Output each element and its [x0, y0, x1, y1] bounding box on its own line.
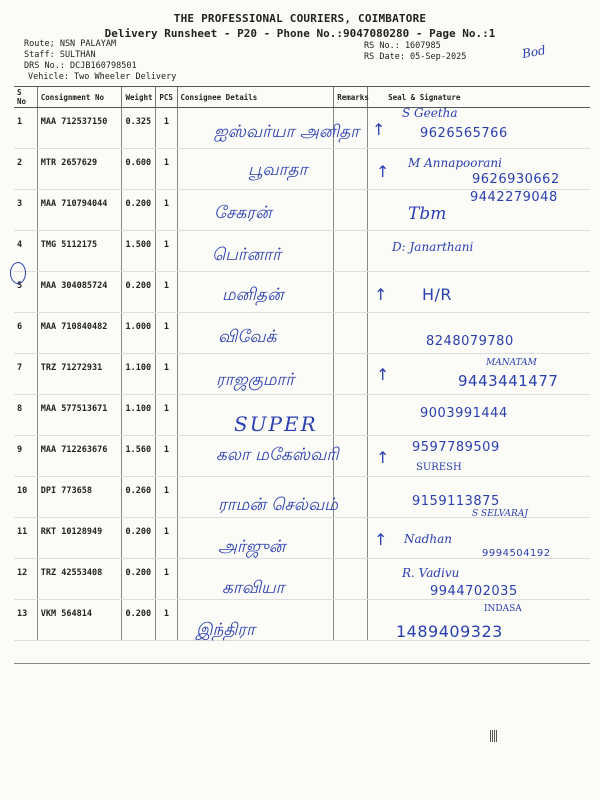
table-row	[14, 231, 590, 272]
phone-handwriting: 9994504192	[482, 548, 551, 559]
row-remarks-cell	[334, 272, 368, 313]
row-weight: 0.200	[122, 190, 156, 231]
phone-handwriting: 9626565766	[420, 126, 508, 141]
phone-handwriting: 9626930662	[472, 172, 560, 187]
col-header-sno: S No	[14, 87, 37, 108]
row-consignment-no: TMG 5112175	[37, 231, 122, 272]
row-consignment-no: RKT 10128949	[37, 518, 122, 559]
row-consignment-no: MAA 712537150	[37, 108, 122, 149]
row-remarks-cell	[334, 354, 368, 395]
row-weight: 0.200	[122, 272, 156, 313]
row-sno: 9	[14, 436, 37, 477]
arrow-mark: ↑	[374, 285, 388, 304]
col-header-consignment: Consignment No	[37, 87, 122, 108]
row-weight: 0.200	[122, 518, 156, 559]
signature-handwriting: M Annapoorani	[408, 156, 502, 170]
signature-handwriting: INDASA	[484, 604, 522, 614]
phone-handwriting: 9442279048	[470, 190, 558, 205]
consignee-handwriting: கலா மகேஸ்வரி	[216, 445, 339, 465]
row-sno: 6	[14, 313, 37, 354]
route-label: Route; NSN PALAYAM	[24, 39, 117, 49]
row-remarks-cell	[334, 477, 368, 518]
arrow-mark: ↑	[372, 120, 386, 139]
table-row	[14, 272, 590, 313]
row-weight: 0.260	[122, 477, 156, 518]
row-sno: 1	[14, 108, 37, 149]
row-sno: 2	[14, 149, 37, 190]
phone-handwriting: 9443441477	[458, 372, 559, 390]
signature-handwriting: SURESH	[416, 462, 462, 473]
row-pcs: 1	[156, 313, 177, 354]
row-remarks-cell	[334, 231, 368, 272]
phone-handwriting: 9944702035	[430, 584, 518, 599]
row-weight: 0.200	[122, 600, 156, 641]
phone-handwriting: 8248079780	[426, 334, 514, 349]
row-remarks-cell	[334, 313, 368, 354]
consignee-handwriting: பூவாதா	[248, 160, 308, 180]
row-pcs: 1	[156, 354, 177, 395]
signature-handwriting: S Geetha	[402, 106, 458, 120]
row-consignment-no: MAA 710794044	[37, 190, 122, 231]
initials-handwriting: Bod	[520, 43, 547, 61]
rs-date: RS Date: 05-Sep-2025	[364, 52, 467, 62]
row-pcs: 1	[156, 600, 177, 641]
row-consignment-no: MAA 710840482	[37, 313, 122, 354]
col-header-seal: Seal & Signature	[368, 87, 590, 108]
consignee-handwriting: சேகரன்	[214, 203, 272, 223]
row-remarks-cell	[334, 559, 368, 600]
signature-handwriting: Tbm	[408, 204, 447, 224]
company-title: THE PROFESSIONAL COURIERS, COIMBATORE	[173, 12, 427, 25]
col-header-pcs: PCS	[156, 87, 177, 108]
consignee-handwriting: ஐஸ்வர்யா அனிதா	[214, 122, 360, 142]
row-sno: 11	[14, 518, 37, 559]
row-consignment-no: MAA 577513671	[37, 395, 122, 436]
row-weight: 0.325	[122, 108, 156, 149]
row-weight: 1.100	[122, 395, 156, 436]
row-sno: 5	[14, 272, 37, 313]
phone-handwriting: 9159113875	[412, 494, 500, 509]
row-remarks-cell	[334, 600, 368, 641]
row-weight: 0.200	[122, 559, 156, 600]
row-pcs: 1	[156, 231, 177, 272]
circled-number-mark	[10, 262, 26, 284]
consignee-handwriting: அர்ஜுன்	[218, 537, 286, 557]
consignee-handwriting: ராமன் செல்வம்	[218, 495, 338, 515]
rs-number: RS No.: 1607985	[364, 41, 441, 51]
row-pcs: 1	[156, 190, 177, 231]
consignee-handwriting: ராஜகுமார்	[216, 370, 295, 390]
phone-handwriting: 9003991444	[420, 406, 508, 421]
consignee-handwriting: விவேக்	[218, 327, 277, 347]
row-pcs: 1	[156, 559, 177, 600]
row-pcs: 1	[156, 518, 177, 559]
row-pcs: 1	[156, 149, 177, 190]
row-pcs: 1	[156, 108, 177, 149]
row-weight: 1.500	[122, 231, 156, 272]
row-weight: 0.600	[122, 149, 156, 190]
row-remarks-cell	[334, 518, 368, 559]
row-remarks-cell	[334, 190, 368, 231]
signature-handwriting: D: Janarthani	[392, 240, 474, 254]
row-remarks-cell	[334, 149, 368, 190]
row-consignment-no: MAA 712263676	[37, 436, 122, 477]
row-consignment-no: MAA 304085724	[37, 272, 122, 313]
row-pcs: 1	[156, 272, 177, 313]
signature-handwriting: R. Vadivu	[402, 566, 460, 580]
row-weight: 1.560	[122, 436, 156, 477]
consignee-handwriting: மனிதன்	[222, 285, 284, 305]
consignee-handwriting: SUPER	[234, 412, 318, 436]
signature-handwriting: MANATAM	[486, 358, 537, 368]
row-consignment-no: VKM 564814	[37, 600, 122, 641]
barcode-mark	[490, 730, 498, 742]
arrow-mark: ↑	[376, 162, 390, 181]
row-seal-cell	[368, 272, 590, 313]
signature-handwriting: Nadhan	[404, 532, 452, 546]
consignee-handwriting: இந்திரா	[196, 620, 256, 640]
staff-label: Staff: SULTHAN	[24, 50, 96, 60]
row-seal-cell	[368, 518, 590, 559]
row-sno: 4	[14, 231, 37, 272]
phone-handwriting: 1489409323	[396, 622, 503, 641]
table-bottom-border	[14, 663, 590, 664]
consignee-handwriting: காவியா	[222, 578, 285, 598]
arrow-mark: ↑	[376, 365, 390, 384]
row-remarks-cell	[334, 395, 368, 436]
col-header-consignee: Consignee Details	[177, 87, 334, 108]
col-header-weight: Weight	[122, 87, 156, 108]
row-pcs: 1	[156, 477, 177, 518]
phone-handwriting: 9597789509	[412, 440, 500, 455]
runsheet-subtitle: Delivery Runsheet - P20 - Phone No.:9047080280 - Page No.:1	[104, 27, 496, 40]
table-header-row	[14, 87, 590, 108]
row-consignment-no: DPI 773658	[37, 477, 122, 518]
row-sno: 13	[14, 600, 37, 641]
row-pcs: 1	[156, 436, 177, 477]
row-weight: 1.100	[122, 354, 156, 395]
row-consignment-no: MTR 2657629	[37, 149, 122, 190]
row-consignment-no: TRZ 42553408	[37, 559, 122, 600]
row-pcs: 1	[156, 395, 177, 436]
arrow-mark: ↑	[376, 448, 390, 467]
signature-handwriting: H/R	[422, 285, 453, 304]
arrow-mark: ↑	[374, 530, 388, 549]
row-sno: 8	[14, 395, 37, 436]
vehicle-label: Vehicle: Two Wheeler Delivery	[28, 72, 177, 82]
row-sno: 3	[14, 190, 37, 231]
row-consignment-no: TRZ 71272931	[37, 354, 122, 395]
col-header-remarks: Remarks	[334, 87, 368, 108]
row-sno: 10	[14, 477, 37, 518]
consignee-handwriting: பெர்னார்	[212, 245, 282, 265]
signature-handwriting: S SELVARAJ	[472, 509, 528, 519]
row-sno: 7	[14, 354, 37, 395]
drs-label: DRS No.: DCJB160798501	[24, 61, 137, 71]
row-weight: 1.000	[122, 313, 156, 354]
row-sno: 12	[14, 559, 37, 600]
